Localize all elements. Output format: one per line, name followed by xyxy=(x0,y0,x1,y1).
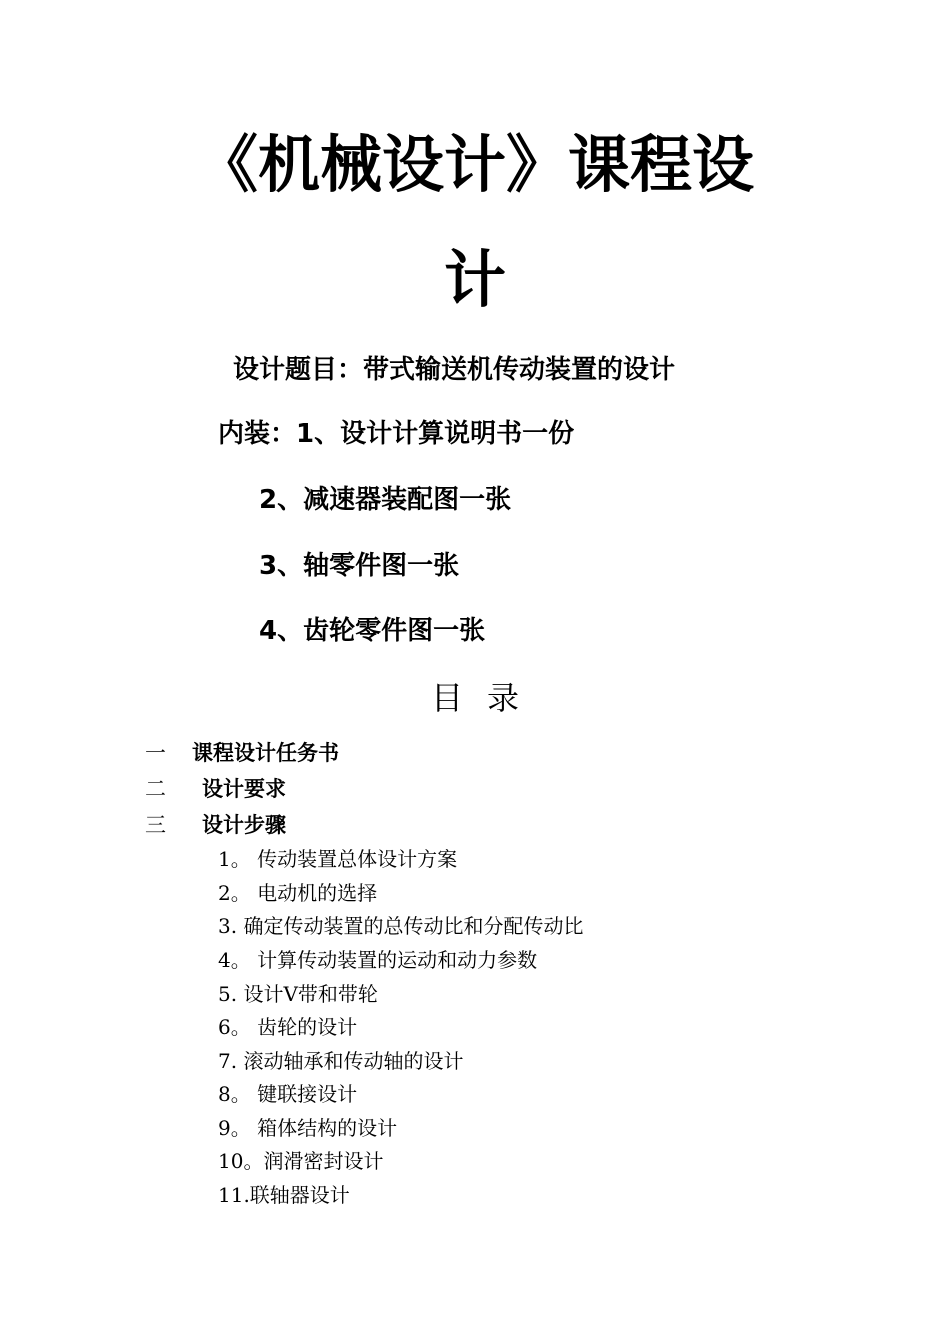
document-title-line-2: 计 xyxy=(443,243,506,316)
section-label: 设计要求 xyxy=(202,777,286,801)
contents-item: 3、轴零件图一张 xyxy=(259,551,460,581)
toc-heading: 目录 xyxy=(430,679,543,717)
toc-step-item: 2。 电动机的选择 xyxy=(218,881,378,905)
section-label: 设计步骤 xyxy=(202,813,286,837)
toc-step-item: 7. 滚动轴承和传动轴的设计 xyxy=(218,1049,464,1073)
section-label: 课程设计任务书 xyxy=(192,741,339,765)
toc-step-item: 9。 箱体结构的设计 xyxy=(218,1116,398,1140)
contents-item: 内装：1、设计计算说明书一份 xyxy=(218,419,575,449)
toc-section xyxy=(145,739,339,767)
document-title-line-1: 《机械设计》课程设 xyxy=(195,128,754,201)
toc-step-item: 11.联轴器设计 xyxy=(218,1183,350,1207)
design-topic: 设计题目：带式输送机传动装置的设计 xyxy=(233,355,676,385)
section-number: 一 xyxy=(145,741,166,765)
toc-step-item: 3. 确定传动装置的总传动比和分配传动比 xyxy=(218,914,584,938)
section-number: 三 xyxy=(145,813,166,837)
toc-step-item: 5. 设计V带和带轮 xyxy=(218,982,378,1006)
toc-section xyxy=(145,811,286,839)
toc-step-item: 6。 齿轮的设计 xyxy=(218,1015,358,1039)
toc-step-item: 10。润滑密封设计 xyxy=(218,1149,384,1173)
toc-step-item: 1。 传动装置总体设计方案 xyxy=(218,847,458,871)
contents-item: 2、减速器装配图一张 xyxy=(259,485,512,515)
toc-step-item: 4。 计算传动装置的运动和动力参数 xyxy=(218,948,538,972)
toc-section xyxy=(145,775,286,803)
contents-item: 4、齿轮零件图一张 xyxy=(259,616,486,646)
toc-step-item: 8。 键联接设计 xyxy=(218,1082,358,1106)
section-number: 二 xyxy=(145,777,166,801)
